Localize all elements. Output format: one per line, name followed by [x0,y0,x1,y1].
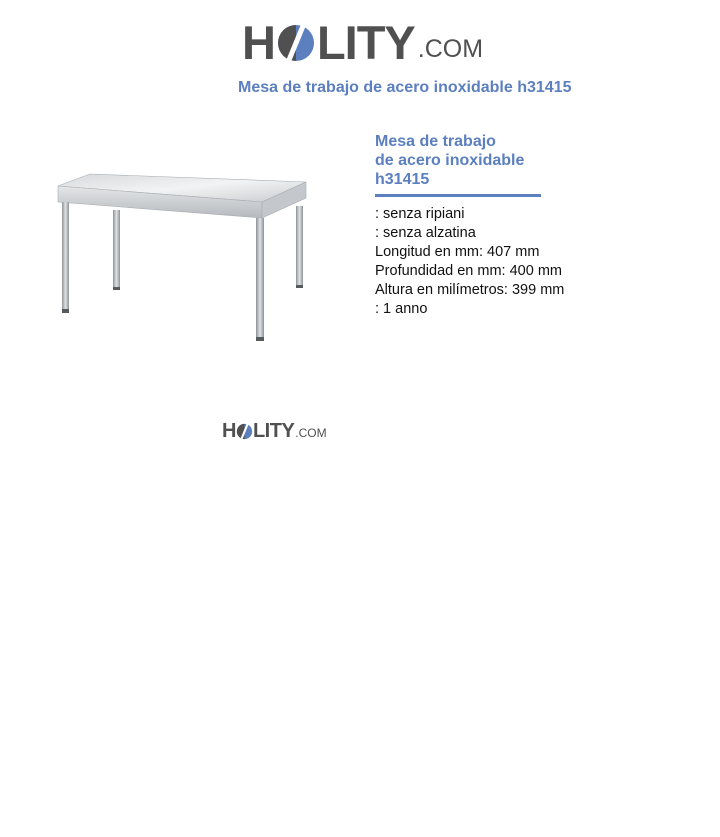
holity-logo [242,14,484,69]
holity-footer-logo [222,419,327,441]
logo-letter-h: H [242,16,275,69]
spec-list [375,205,564,319]
spec-item: Altura en milímetros: 399 mm [375,282,565,298]
product-heading-line: h31415 [375,171,430,188]
logo-domain: .COM [295,426,327,440]
spec-item: : senza ripiani [375,206,465,222]
product-heading [375,132,545,189]
logo-o-mark-icon [276,23,316,63]
logo-letters-lity: LITY [252,420,295,442]
heading-divider [375,194,541,197]
logo-domain: .COM [417,35,484,63]
logo-letter-h: H [222,420,236,442]
spec-item: : 1 anno [375,301,428,317]
spec-item: Profundidad en mm: 400 mm [375,263,562,279]
page-title: Mesa de trabajo de acero inoxidable h31415 [238,79,572,96]
product-heading-line: Mesa de trabajo [375,133,496,150]
stainless-steel-table-image [52,168,314,350]
spec-item: Longitud en mm: 407 mm [375,244,540,260]
logo-o-mark-icon [236,423,253,440]
product-heading-line: de acero inoxidable [375,152,525,169]
spec-item: : senza alzatina [375,225,476,241]
logo-letters-lity: LITY [316,16,415,69]
